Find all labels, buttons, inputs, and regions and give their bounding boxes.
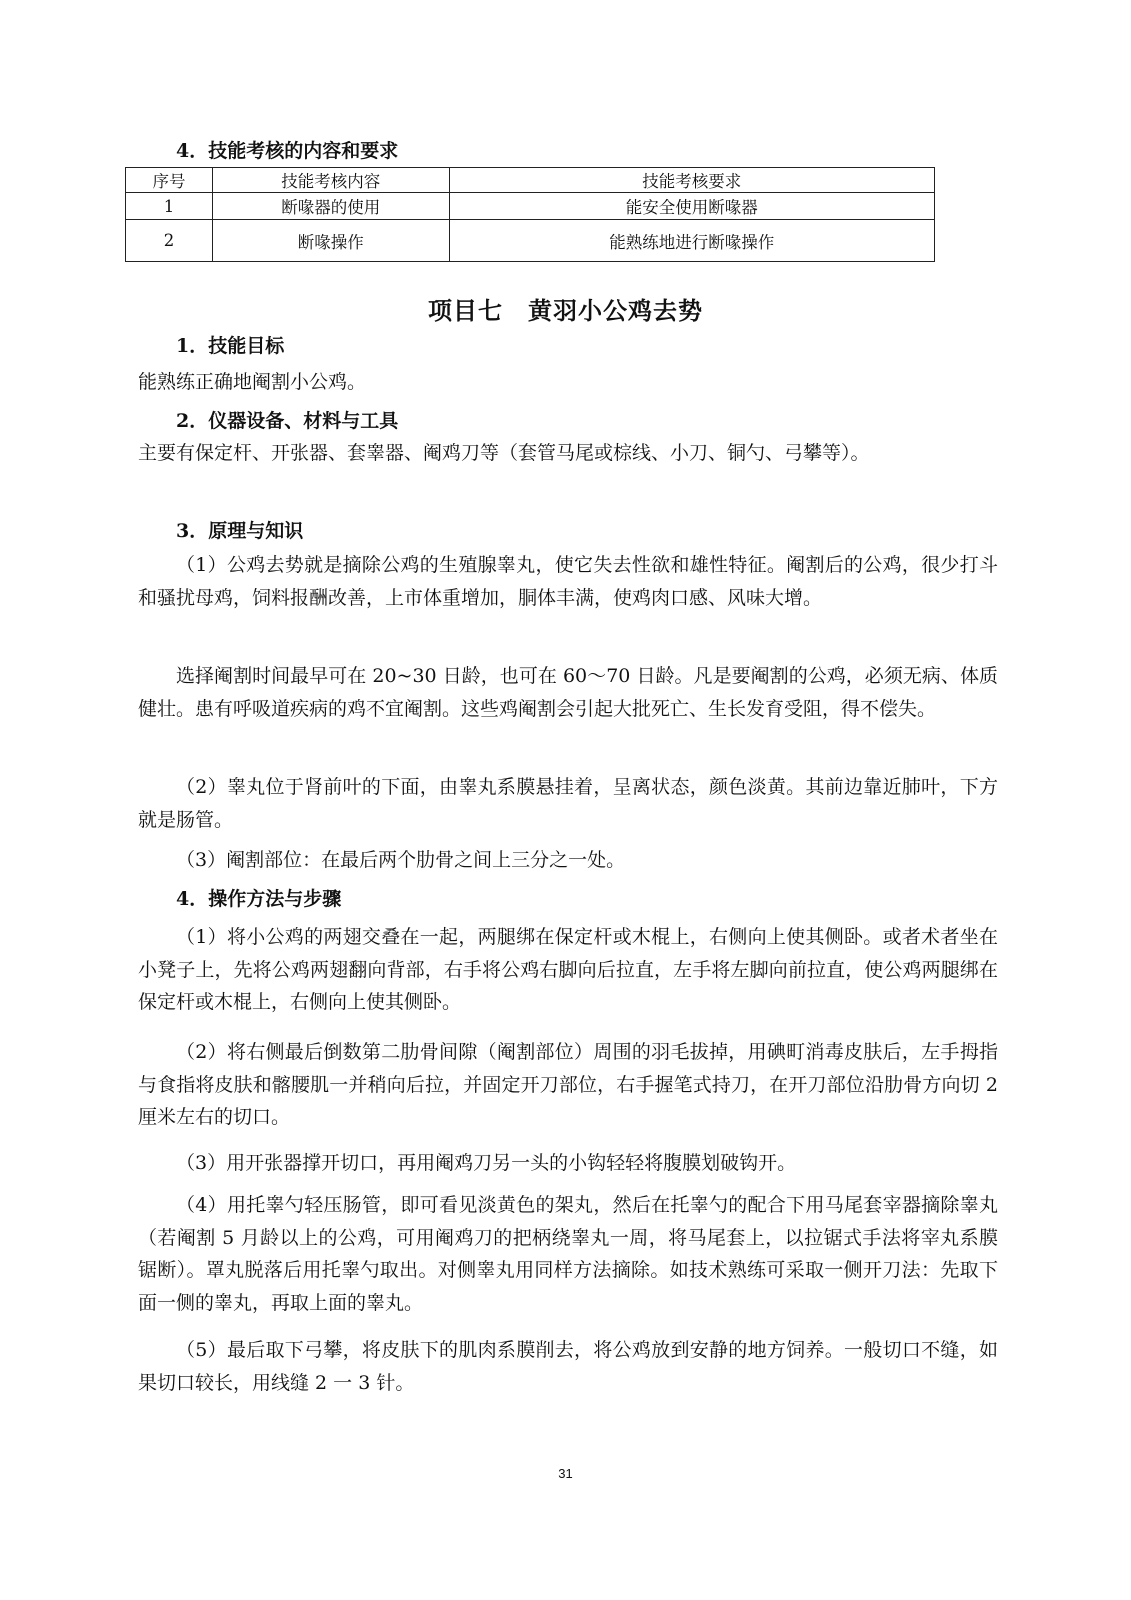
table-cell: 1 [126,193,213,220]
paragraph-principle-3: （2）睾丸位于肾前叶的下面，由睾丸系膜悬挂着，呈离状态，颜色淡黄。其前边靠近肺叶，下方就是肠管。 [138,776,998,831]
section-heading-procedure: 4．操作方法与步骤 [176,888,342,910]
paragraph-equipment: 主要有保定杆、开张器、套睾器、阉鸡刀等（套管马尾或棕线、小刀、铜勺、弓攀等）。 [138,442,870,464]
paragraph-step-4: （4）用托睾勺轻压肠管，即可看见淡黄色的架丸，然后在托睾勺的配合下用马尾套宰器摘除睾丸（若阉割 5 月龄以上的公鸡，可用阉鸡刀的把柄绕睾丸一周，将马尾套上，以拉锯式手法将宰丸系膜锯断）。罩丸脱落后用托睾勺取出。对侧睾丸用同样方法摘除。如技术熟练可采取一侧开刀法：先取下面一侧的睾丸，再取上面的睾丸。 [138,1194,998,1314]
table-cell: 2 [126,220,213,262]
paragraph-step-3: （3）用开张器撑开切口，再用阉鸡刀另一头的小钩轻轻将腹膜划破钩开。 [176,1152,797,1174]
table-header-cell: 序号 [126,168,213,193]
paragraph-step-2: （2）将右侧最后倒数第二肋骨间隙（阉割部位）周围的羽毛拔掉，用碘町消毒皮肤后，左手拇指与食指将皮肤和髂腰肌一并稍向后拉，并固定开刀部位，右手握笔式持刀，在开刀部位沿肋骨方向切 2 厘米左右的切口。 [138,1041,998,1128]
table-cell: 断喙操作 [212,220,449,262]
table-header-cell: 技能考核内容 [212,168,449,193]
paragraph-principle-1: （1）公鸡去势就是摘除公鸡的生殖腺睾丸，使它失去性欲和雄性特征。阉割后的公鸡，很少打斗和骚扰母鸡，饲料报酬改善，上市体重增加，胴体丰满，使鸡肉口感、风味大增。 [138,554,998,609]
table-row [126,193,935,220]
paragraph-step-1: （1）将小公鸡的两翅交叠在一起，两腿绑在保定杆或木棍上，右侧向上使其侧卧。或者术者坐在小凳子上，先将公鸡两翅翻向背部，右手将公鸡右脚向后拉直，左手将左脚向前拉直，使公鸡两腿绑在保定杆或木棍上，右侧向上使其侧卧。 [138,926,998,1013]
table-cell: 断喙器的使用 [212,193,449,220]
section-heading-skill-goal: 1．技能目标 [176,335,285,357]
paragraph-skill-goal: 能熟练正确地阉割小公鸡。 [138,371,367,393]
paragraph-step-5: （5）最后取下弓攀，将皮肤下的肌肉系膜削去，将公鸡放到安静的地方饲养。一般切口不缝，如果切口较长，用线缝 2 一 3 针。 [138,1339,998,1394]
section-heading-assessment: 4．技能考核的内容和要求 [176,140,399,162]
table-row [126,220,935,262]
paragraph-principle-4: （3）阉割部位：在最后两个肋骨之间上三分之一处。 [176,849,626,871]
page-number: 31 [558,1466,573,1481]
section-heading-principles: 3．原理与知识 [176,520,304,542]
assessment-table [125,167,935,262]
table-cell: 能安全使用断喙器 [449,193,934,220]
paragraph-principle-2: 选择阉割时间最早可在 20~30 日龄，也可在 60～70 日龄。凡是要阉割的公鸡，必须无病、体质健壮。患有呼吸道疾病的鸡不宜阉割。这些鸡阉割会引起大批死亡、生长发育受阻，得不偿失。 [138,665,998,720]
table-header-row [126,168,935,193]
section-heading-equipment: 2．仪器设备、材料与工具 [176,410,399,432]
table-header-cell: 技能考核要求 [449,168,934,193]
project-title: 项目七 黄羽小公鸡去势 [428,296,703,325]
table-cell: 能熟练地进行断喙操作 [449,220,934,262]
